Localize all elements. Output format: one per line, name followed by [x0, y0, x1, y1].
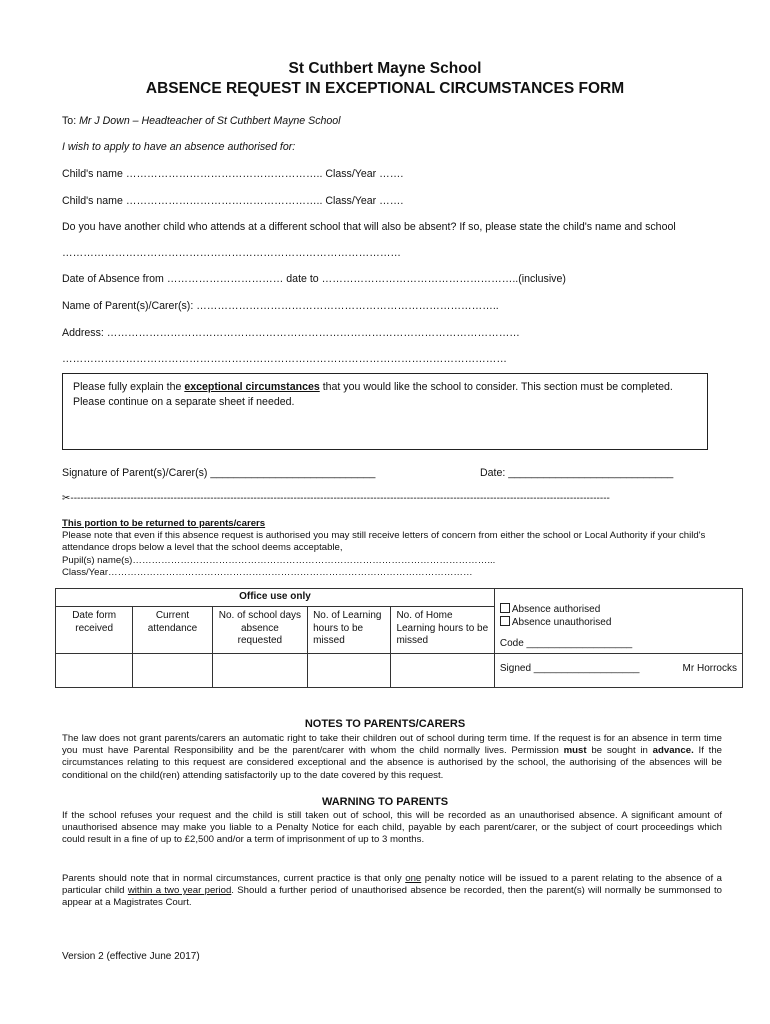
signed-field: Signed ___________________ — [499, 663, 640, 674]
absence-date-line[interactable]: Date of Absence from …………………………… date to ………………………………………………..(inclusive) — [62, 273, 566, 285]
return-note: Please note that even if this absence request is authorised you may still receive letters of concern from either the school or Local Authority if your child's attendance drops below a level that the school deems acceptable, — [62, 530, 706, 554]
pupil-name-line[interactable]: Pupil(s) name(s)…………………………………………………………………………………………………... — [62, 554, 496, 566]
warning-paragraph-1: If the school refuses your request and the child is still taken out of school, this will be recorded as an unauthorised absence. A significant amount of unauthorised absence may make you liable to a Penalty Notice for each child, payable by each parent/carer, or the subject of court proceedings which could result in a fine of up to £2,500 and/or a term of imprisonment of up to 3 months. — [62, 810, 722, 846]
to-line — [62, 115, 341, 127]
attendance-value[interactable] — [133, 654, 212, 688]
unauthorised-checkbox[interactable] — [500, 616, 510, 626]
signature-line[interactable]: Signature of Parent(s)/Carer(s) ____________________________ — [62, 467, 376, 479]
cut-line: ✂------------------------------------------------------------------------------------------------------------------------------------------------------------------ — [62, 493, 610, 504]
recipient: Mr J Down – Headteacher of St Cuthbert Mayne School — [79, 115, 341, 127]
school-name: St Cuthbert Mayne School — [288, 60, 482, 77]
parent-name-line[interactable]: Name of Parent(s)/Carer(s): ………………………………………………………………………….. — [62, 300, 499, 312]
learning-hours-value[interactable] — [308, 654, 391, 688]
home-learning-hours-value[interactable] — [391, 654, 494, 688]
to-label: To: — [62, 115, 77, 127]
office-use-title: Office use only — [56, 589, 495, 607]
days-requested-value[interactable] — [212, 654, 307, 688]
return-section — [62, 518, 712, 579]
child-name-line-2[interactable]: Child's name ……………………………………………….. Class/Year ……. — [62, 195, 404, 207]
signer-name: Mr Horrocks — [682, 663, 737, 674]
notes-title: NOTES TO PARENTS/CARERS — [304, 718, 466, 730]
col-learning-hours: No. of Learning hours to be missed — [308, 607, 391, 654]
child-name-line-1[interactable]: Child's name ……………………………………………….. Class/Year ……. — [62, 168, 404, 180]
authorised-option[interactable]: Absence authorised — [500, 603, 737, 616]
class-year-line[interactable]: Class/Year…………………………………………………………………………………………………… — [62, 566, 473, 578]
date-received-value[interactable] — [56, 654, 133, 688]
warning-paragraph-2: Parents should note that in normal circumstances, current practice is that only one penalty notice will be issued to a parent relating to the absence of a particular child within a two year period. Should a further period of unauthorised absence be recorded, then the parent(s) will normally be summonsed to appear at a Magistrates Court. — [62, 873, 723, 909]
form-title: ABSENCE REQUEST IN EXCEPTIONAL CIRCUMSTANCES FORM — [145, 80, 625, 97]
intro-text: I wish to apply to have an absence authorised for: — [62, 141, 296, 153]
notes-paragraph: The law does not grant parents/carers an automatic right to take their children out of school during term time. If the request is for an absence in term time you must have Parental Responsibility and be the parent/carer with whom the child normally lives. Permission must be sought in advance. If the circumstances relating to this request are considered exceptional and the absence is authorised by the school, the authorising of the absences will be conditional on the child(ren) attending satisfactorily up to the date covered by this request. — [62, 733, 722, 781]
signed-cell[interactable] — [494, 654, 742, 688]
version-note: Version 2 (effective June 2017) — [62, 951, 200, 962]
unauthorised-option[interactable]: Absence unauthorised — [500, 616, 737, 629]
circumstances-box[interactable] — [62, 373, 708, 450]
authorisation-cell — [494, 589, 742, 654]
office-use-table — [55, 588, 743, 688]
col-date-received: Date form received — [56, 607, 133, 654]
warning-title: WARNING TO PARENTS — [321, 796, 449, 808]
signature-date-line[interactable]: Date: ____________________________ — [480, 467, 674, 479]
explain-text-pre: Please fully explain the — [73, 381, 185, 393]
address-line-2[interactable]: ……………………………………………………………………………………………………………… — [62, 353, 507, 365]
address-line[interactable]: Address: ……………………………………………………………………………………………………… — [62, 327, 520, 339]
explain-emphasis: exceptional circumstances — [184, 381, 320, 393]
explain-text-post: that you would like the school to consider. This section must be completed. Please continue on a separate sheet if needed. — [73, 381, 673, 408]
col-current-attendance: Current attendance — [133, 607, 212, 654]
col-home-learning-hours: No. of Home Learning hours to be missed — [391, 607, 494, 654]
another-child-answer-line[interactable]: …………………………………………………………………………………… — [62, 247, 401, 259]
return-heading: This portion to be returned to parents/carers — [62, 518, 266, 529]
authorised-checkbox[interactable] — [500, 603, 510, 613]
another-child-question: Do you have another child who attends at a different school that will also be absent? If so, please state the child's name and school — [62, 221, 676, 233]
col-days-requested: No. of school days absence requested — [212, 607, 307, 654]
code-field[interactable]: Code ___________________ — [499, 638, 633, 649]
